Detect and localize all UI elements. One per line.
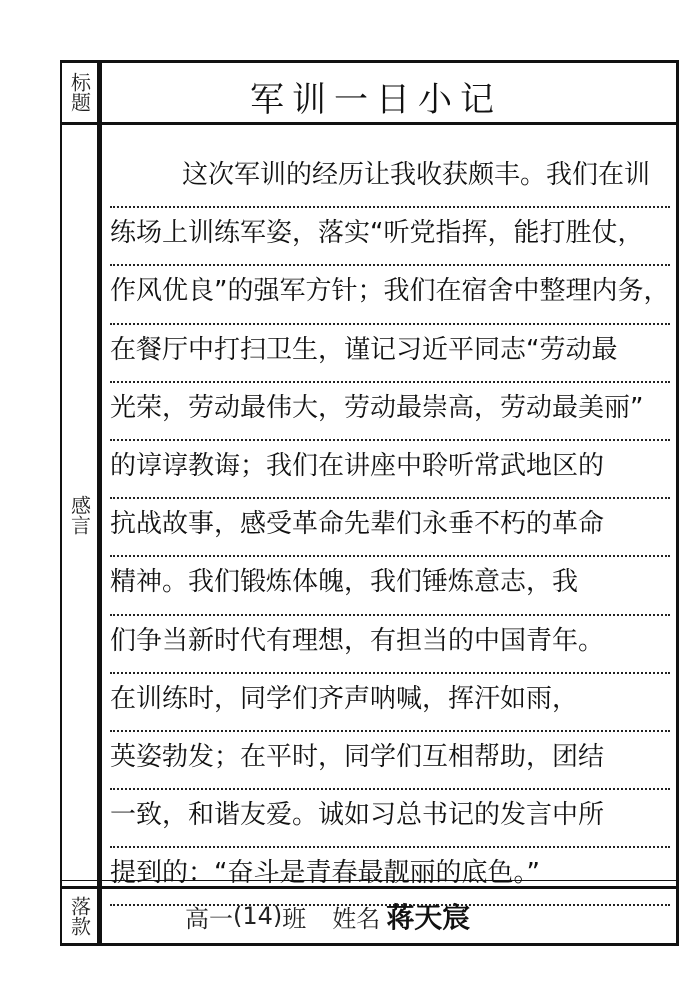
essay-line: 英姿勃发；在平时，同学们互相帮助，团结 (110, 732, 670, 790)
essay-line: 们争当新时代有理想，有担当的中国青年。 (110, 616, 670, 674)
frame-top-border (60, 60, 678, 63)
essay-line: 的谆谆教诲；我们在讲座中聆听常武地区的 (110, 441, 670, 499)
signature-margin-label: 落款 (67, 896, 92, 936)
frame-bottom-border (60, 943, 678, 946)
essay-title: 军训一日小记 (250, 80, 502, 120)
class-number-text: (14) (233, 902, 283, 930)
essay-line: 一致，和谐友爱。诚如习总书记的发言中所 (110, 790, 670, 848)
student-name: 蒋天宸 (386, 901, 471, 934)
essay-line: 精神。我们锻炼体魄，我们锤炼意志，我 (110, 557, 670, 615)
class-word-text: 班 (282, 904, 307, 933)
title-separator-rule (60, 122, 678, 125)
margin-column-divider (97, 60, 102, 946)
essay-line: 这次军训的经历让我收获颇丰。我们在训 (110, 150, 670, 208)
essay-line: 作风优良”的强军方针；我们在宿舍中整理内务， (110, 266, 670, 324)
essay-line: 提到的：“奋斗是青春最靓丽的底色。” (110, 848, 670, 906)
title-margin-label: 标题 (67, 72, 92, 112)
name-label: 姓名 (332, 904, 381, 933)
essay-body (110, 150, 670, 906)
signature-row (185, 896, 470, 936)
grade-text: 高一 (185, 904, 233, 933)
essay-line: 抗战故事，感受革命先辈们永垂不朽的革命 (110, 499, 670, 557)
essay-line: 在餐厅中打扫卫生，谨记习近平同志“劳动最 (110, 325, 670, 383)
frame-right-border (676, 60, 679, 946)
essay-line: 光荣，劳动最伟大，劳动最崇高，劳动最美丽” (110, 383, 670, 441)
body-margin-label: 感言 (67, 495, 92, 535)
essay-line: 在训练时，同学们齐声呐喊，挥汗如雨， (110, 674, 670, 732)
essay-line: 练场上训练军姿，落实“听党指挥，能打胜仗， (110, 208, 670, 266)
